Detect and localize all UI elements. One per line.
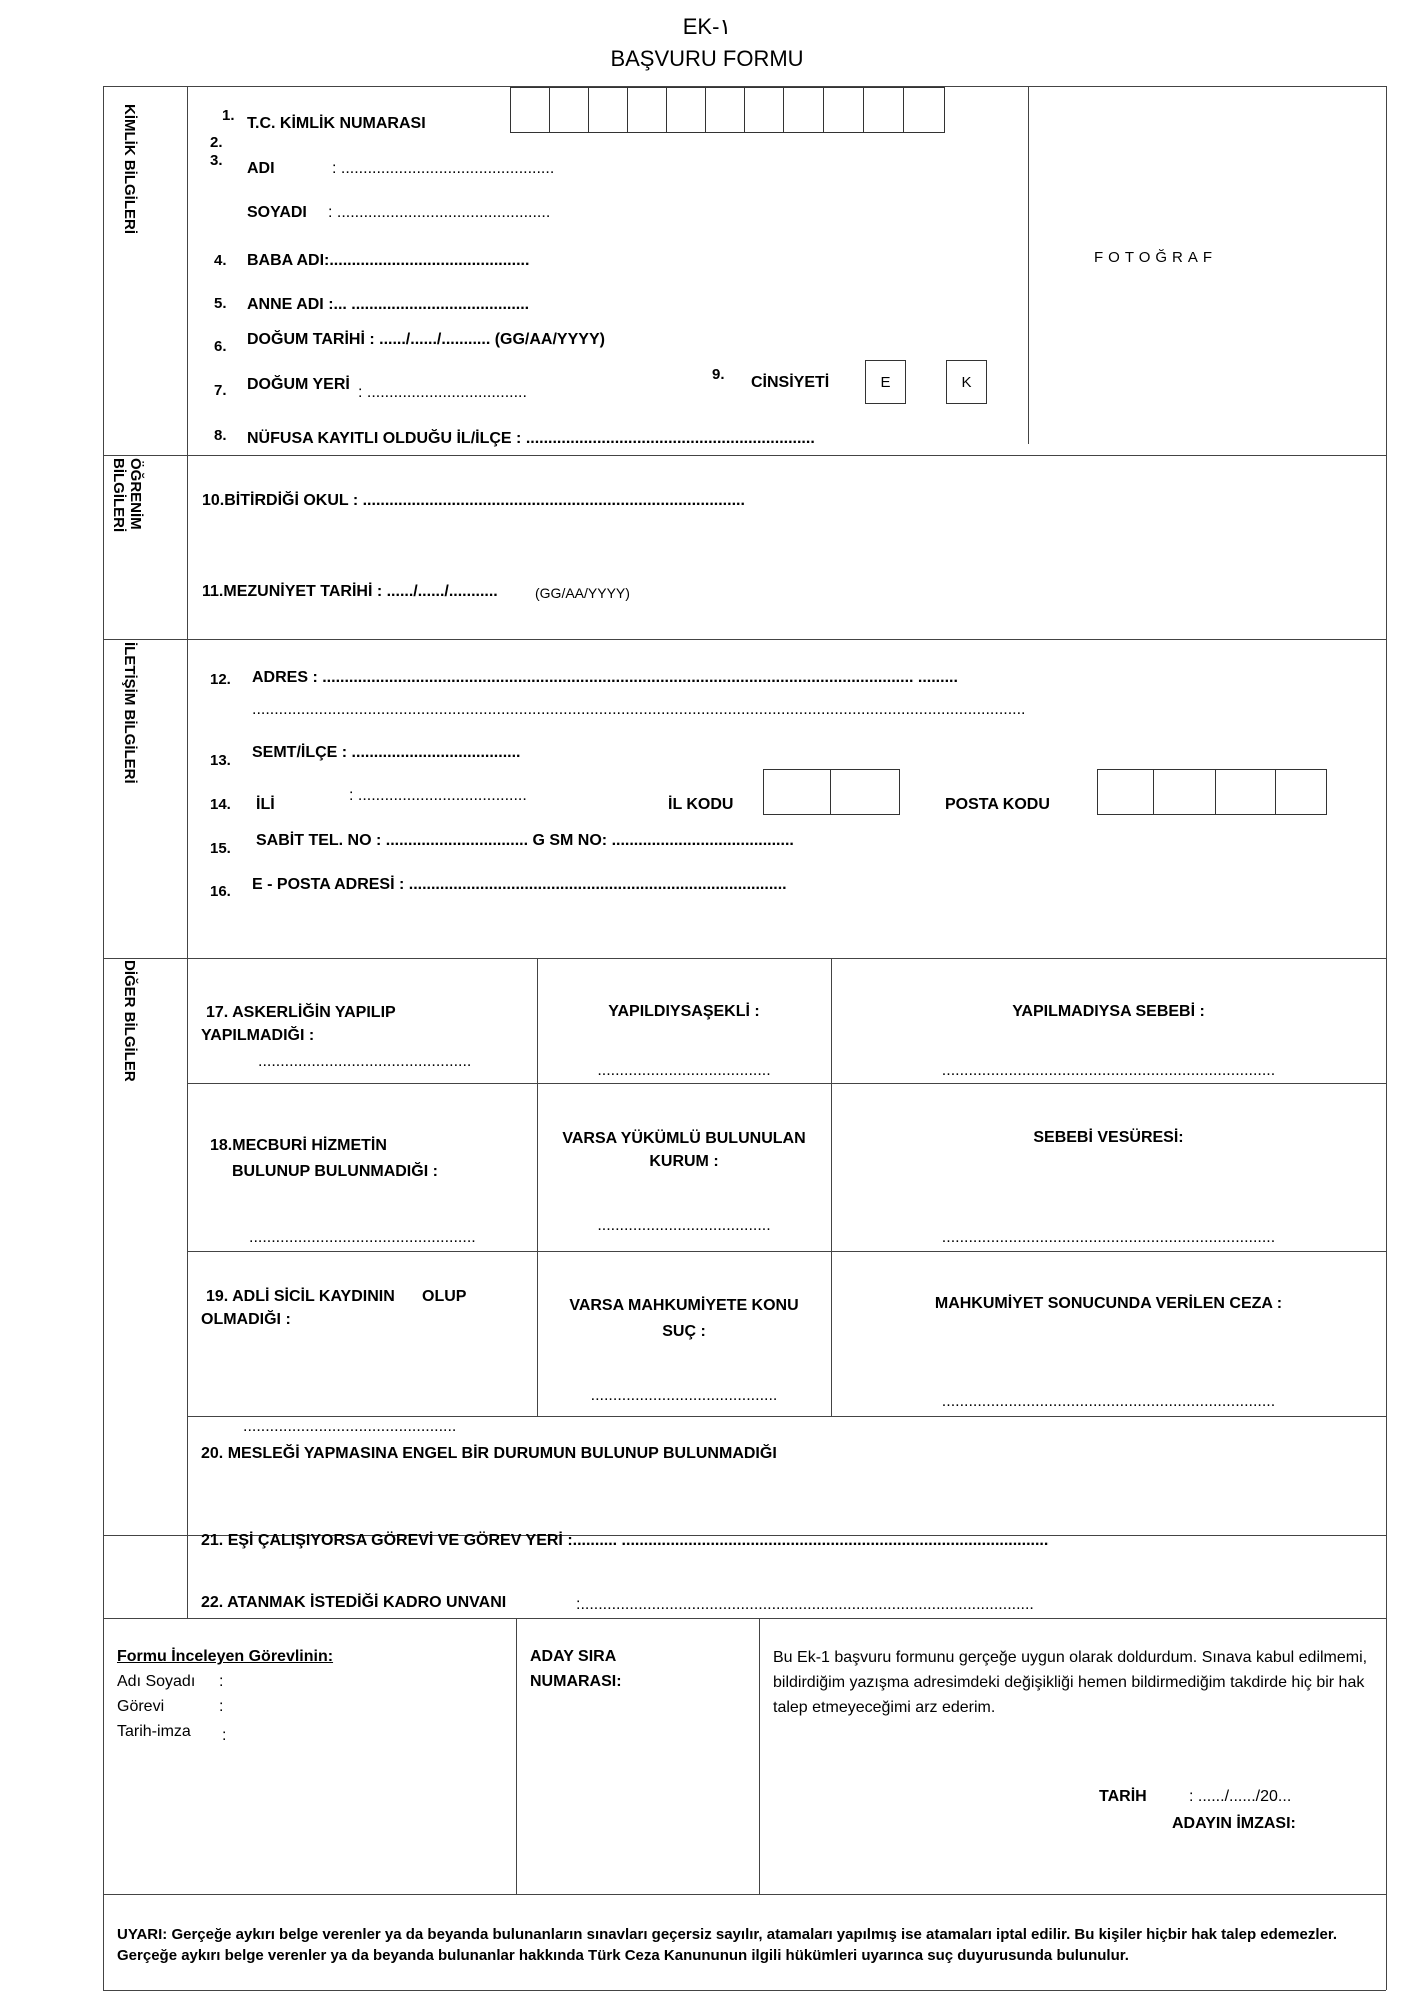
item-number: 2. [210,134,223,151]
reviewer-name-field[interactable]: : [219,1673,224,1690]
city-code-boxes[interactable] [763,769,900,815]
reviewer-name-label: Adı Soyadı [117,1673,196,1690]
section-identity-label: KİMLİK BİLGİLERİ [121,104,138,234]
postal-code-label: POSTA KODU [945,796,1050,813]
name-field[interactable]: : ................................................ [332,160,555,177]
birth-date-field[interactable]: DOĞUM TARİHİ : ....../....../........... (GG/AA/YYYY) [247,331,605,348]
date-label: TARİH [1099,1788,1147,1805]
military-reason-field[interactable]: ........................................................................... [941,1062,1276,1079]
crime-field[interactable]: .......................................... [590,1387,778,1404]
tc-id-label: T.C. KİMLİK NUMARASI [247,115,426,132]
military-question-cont: YAPILMADIĞI : [201,1027,315,1044]
surname-field[interactable]: : ................................................ [328,204,551,221]
item-number: 15. [210,840,231,857]
graduation-date-field[interactable]: 11.MEZUNİYET TARİHİ : ....../....../........... [202,583,498,600]
criminal-record-question-cont: OLMADIĞI : [201,1311,291,1328]
service-reason-field[interactable]: ........................................................................... [941,1229,1276,1246]
penalty-field[interactable]: ........................................................................... [941,1393,1276,1410]
surname-label: SOYADI [247,204,307,221]
city-field[interactable]: : ...................................... [349,787,527,804]
city-label: İLİ [256,796,275,813]
section-contact-label: İLETİŞİM BİLGİLERİ [121,642,138,784]
crime-label: VARSA MAHKUMİYETE KONU [569,1297,799,1314]
name-label: ADI [247,160,275,177]
item-number: 7. [214,382,227,399]
requested-position-label: 22. ATANMAK İSTEDİĞİ KADRO UNVANI [201,1594,507,1611]
postal-code-boxes[interactable] [1097,769,1327,815]
reviewer-date-label: Tarih-imza [117,1723,191,1740]
item-number: 13. [210,752,231,769]
crime-label-cont: SUÇ : [662,1323,706,1340]
requested-position-field[interactable]: :...................................................................................................... [576,1596,1034,1613]
phone-field[interactable]: SABİT TEL. NO : ................................ G SM NO: ......................................... [256,832,794,849]
mother-name-field[interactable]: ANNE ADI :... ........................................ [247,296,530,313]
item-number: 1. [222,107,235,124]
item-number: 9. [712,366,725,383]
service-reason-label: SEBEBİ VESÜRESİ: [1033,1129,1184,1146]
email-field[interactable]: E - POSTA ADRESİ : ..................................................................................... [252,876,787,893]
city-code-label: İL KODU [668,796,734,813]
annex-label: EK-١ [682,14,732,39]
military-answer-field[interactable]: ................................................ [258,1053,472,1070]
gender-female-checkbox[interactable]: K [946,360,987,404]
military-how-label: YAPILDIYSAŞEKLİ : [608,1003,760,1020]
criminal-record-question-part: OLUP [422,1288,467,1305]
section-other-label: DİĞER BİLGİLER [121,960,138,1082]
birth-place-field[interactable]: : .................................... [358,384,527,401]
district-field[interactable]: SEMT/İLÇE : ...................................... [252,744,521,761]
professional-obstacle-question[interactable]: 20. MESLEĞİ YAPMASINA ENGEL BİR DURUMUN BULUNUP BULUNMADIĞI [201,1445,777,1462]
reviewer-role-field[interactable]: : [219,1698,224,1715]
form-title: BAŞVURU FORMU [610,46,804,71]
item-number: 14. [210,796,231,813]
item-number: 12. [210,671,231,688]
registry-field[interactable]: NÜFUSA KAYITLI OLDUĞU İL/İLÇE : ................................................................. [247,430,815,447]
item-number: 16. [210,883,231,900]
item-number: 5. [214,295,227,312]
item-number: 8. [214,427,227,444]
declaration-text: Bu Ek-1 başvuru formunu gerçeğe uygun olarak doldurdum. Sınava kabul edilmemi, bildirdiğim yazışma adresimdeki değişikliği hemen bildirmediğim takdirde hiç bir hak talep etmeyeceğimi arz ederim. [773,1649,1368,1716]
spouse-job-field[interactable]: 21. EŞİ ÇALIŞIYORSA GÖREVİ VE GÖREV YERİ :.......... ................................................................................................ [201,1532,1049,1549]
applicant-number-label: ADAY SIRA [530,1648,617,1665]
military-reason-label: YAPILMADIYSA SEBEBİ : [1012,1003,1205,1020]
applicant-number-label-cont: NUMARASI: [530,1673,622,1690]
item-number: 6. [214,338,227,355]
criminal-record-question: 19. ADLİ SİCİL KAYDININ [206,1288,395,1305]
mandatory-service-question-cont: BULUNUP BULUNMADIĞI : [232,1163,438,1180]
warning-text: UYARI: Gerçeğe aykırı belge verenler ya da beyanda bulunanların sınavları geçersiz sayılır, atamaları yapılmış ise atamaları iptal edilir. Bu kişiler hiçbir hak talep edemezler. Gerçeğe aykırı belge verenler ya da beyanda bulunanlar hakkında Türk Ceza Kanununun ilgili hükümleri uyarınca suç duyurusunda bulunulur. [117,1926,1338,1964]
penalty-label: MAHKUMİYET SONUCUNDA VERİLEN CEZA : [934,1295,1283,1312]
reviewer-title: Formu İnceleyen Görevlinin: [117,1648,334,1665]
military-question: 17. ASKERLİĞİN YAPILIP [206,1004,396,1021]
military-how-field[interactable]: ....................................... [597,1062,771,1079]
gender-male-checkbox[interactable]: E [865,360,906,404]
date-field[interactable]: : ....../....../20... [1189,1788,1292,1805]
tc-id-digit-boxes[interactable] [510,87,945,133]
address-line2-field[interactable]: .............................................................................................................................................................................. [252,701,1026,718]
signature-field[interactable]: ADAYIN İMZASI: [1172,1815,1296,1832]
reviewer-role-label: Görevi [117,1698,165,1715]
item-number: 4. [214,252,227,269]
mandatory-service-field[interactable]: ................................................... [249,1229,476,1246]
address-field[interactable]: ADRES : ..................................................................................................................................... ......... [252,669,958,686]
criminal-record-answer-field[interactable]: ................................................ [243,1418,457,1435]
reviewer-date-field[interactable]: : [222,1727,227,1744]
obligated-institution-field[interactable]: ....................................... [597,1217,771,1234]
mandatory-service-question: 18.MECBURİ HİZMETİN [210,1137,387,1154]
obligated-institution-label-cont: KURUM : [649,1153,719,1170]
section-education-label: ÖĞRENİM BİLGİLERİ [110,458,144,533]
obligated-institution-label: VARSA YÜKÜMLÜ BULUNULAN [562,1130,806,1147]
photo-placeholder[interactable]: FOTOĞRAF [1094,249,1218,266]
item-number: 3. [210,152,223,169]
school-field[interactable]: 10.BİTİRDİĞİ OKUL : ...................................................................................... [202,492,745,509]
father-name-field[interactable]: BABA ADI:............................................. [247,252,530,269]
gender-label: CİNSİYETİ [751,374,830,391]
graduation-date-format: (GG/AA/YYYY) [535,585,630,601]
birth-place-label: DOĞUM YERİ [247,376,350,393]
